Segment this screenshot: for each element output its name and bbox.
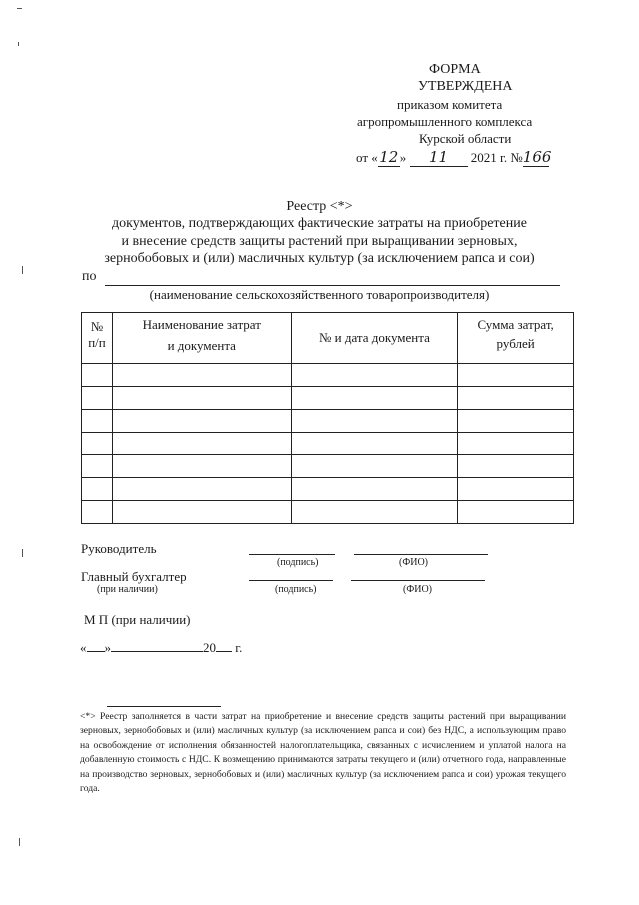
approval-day-handwritten: 12: [379, 148, 399, 166]
table-cell: [291, 455, 458, 478]
title-line3: зернобобовых и (или) масличных культур (за исключением рапса и сои): [104, 251, 535, 266]
table-cell: [291, 409, 458, 432]
head-label: Руководитель: [81, 541, 157, 556]
approval-order-line1: приказом комитета: [397, 97, 503, 112]
scan-mark: [22, 549, 23, 557]
header-sum-line1: Сумма затрат,: [477, 317, 554, 332]
date-century: 20: [203, 640, 216, 655]
table-cell: [82, 455, 113, 478]
title-by: по: [82, 269, 97, 284]
date-mid: »: [399, 150, 407, 165]
header-number-line1: №: [90, 319, 104, 334]
table-row: [82, 386, 574, 409]
table-cell: [112, 409, 291, 432]
table-cell: [291, 432, 458, 455]
scan-mark: [22, 266, 23, 274]
accountant-fio-line: [351, 580, 485, 581]
header-name: [112, 313, 291, 364]
approval-form-label: ФОРМА: [429, 62, 481, 77]
head-fio-line: [354, 554, 488, 555]
table-row: [82, 432, 574, 455]
date-year-suffix: г.: [235, 640, 243, 655]
table-cell: [458, 364, 574, 387]
table-cell: [291, 478, 458, 501]
approval-number-handwritten: 166: [522, 148, 552, 166]
table-cell: [458, 409, 574, 432]
table-row: [82, 364, 574, 387]
scan-mark: [18, 42, 19, 46]
date-open-quote: «: [80, 640, 87, 655]
date-year-blank: [216, 651, 232, 652]
head-fio-caption: (ФИО): [399, 557, 429, 568]
header-sum-line2: рублей: [496, 336, 535, 351]
header-number: [82, 313, 113, 364]
chief-accountant-note: (при наличии): [97, 584, 158, 595]
accountant-signature-caption: (подпись): [275, 584, 317, 595]
table-row: [82, 409, 574, 432]
approval-order-line3: Курской области: [419, 131, 512, 146]
head-signature-line: [249, 554, 335, 555]
registry-table: [81, 312, 574, 524]
header-name-line1: Наименование затрат: [142, 317, 261, 332]
approval-month-handwritten: 11: [410, 148, 468, 167]
table-row: [82, 501, 574, 524]
title-line2: и внесение средств защиты растений при выращивании зерновых,: [121, 234, 518, 249]
date-day-blank: [87, 651, 105, 652]
table-cell: [458, 455, 574, 478]
table-cell: [112, 501, 291, 524]
table-cell: [112, 455, 291, 478]
date-month-blank: [111, 651, 203, 652]
table-header-row: [82, 313, 574, 364]
scan-mark: [19, 838, 20, 846]
header-sum: [458, 313, 574, 364]
approval-order-line2: агропромышленного комплекса: [357, 114, 533, 129]
footnote-separator: [107, 706, 221, 707]
header-document: № и дата документа: [291, 313, 458, 364]
table-cell: [82, 501, 113, 524]
table-cell: [82, 409, 113, 432]
accountant-fio-caption: (ФИО): [403, 584, 433, 595]
approval-date-line: [356, 148, 552, 167]
registry-title: Реестр <*>: [286, 199, 353, 214]
producer-name-line: [105, 285, 560, 286]
approval-approved-label: УТВЕРЖДЕНА: [418, 79, 513, 94]
chief-accountant-label: Главный бухгалтер: [81, 569, 187, 584]
table-cell: [112, 432, 291, 455]
table-cell: [82, 386, 113, 409]
table-row: [82, 455, 574, 478]
table-cell: [112, 364, 291, 387]
table-cell: [112, 386, 291, 409]
table-cell: [458, 432, 574, 455]
accountant-signature-line: [249, 580, 333, 581]
seal-label: М П (при наличии): [84, 612, 191, 627]
signature-date: [80, 640, 242, 656]
scan-mark: [17, 8, 22, 9]
header-number-line2: п/п: [88, 335, 106, 350]
table-cell: [458, 501, 574, 524]
producer-caption: (наименование сельскохозяйственного товаропроизводителя): [149, 287, 490, 302]
table-cell: [82, 432, 113, 455]
table-cell: [291, 386, 458, 409]
header-name-line2: и документа: [167, 338, 236, 353]
table-cell: [458, 386, 574, 409]
date-close-quote: »: [104, 640, 111, 655]
table-cell: [291, 501, 458, 524]
table-cell: [458, 478, 574, 501]
table-cell: [112, 478, 291, 501]
date-year: 2021 г. №: [470, 150, 523, 165]
table-cell: [82, 364, 113, 387]
head-signature-caption: (подпись): [277, 557, 319, 568]
footnote-text: <*> Реестр заполняется в части затрат на приобретение и внесение средств защиты растений при выращивании зерновых, зернобобовых и (или) масличных культур (за исключением рапса и сои) без НДС, а использующим право на освобождение от исполнения обязанностей налогоплательщика, связанных с исчислением и уплатой налога на добавленную стоимость с НДС. К возмещению принимаются затраты текущего и (или) отчетного года, направленные на производство зерновых, зернобобовых и (или) масличных культур (за исключением рапса и сои) урожая текущего года.: [80, 711, 566, 795]
date-prefix: от «: [356, 150, 378, 165]
table-row: [82, 478, 574, 501]
table-cell: [82, 478, 113, 501]
title-line1: документов, подтверждающих фактические затраты на приобретение: [112, 216, 527, 231]
table-cell: [291, 364, 458, 387]
